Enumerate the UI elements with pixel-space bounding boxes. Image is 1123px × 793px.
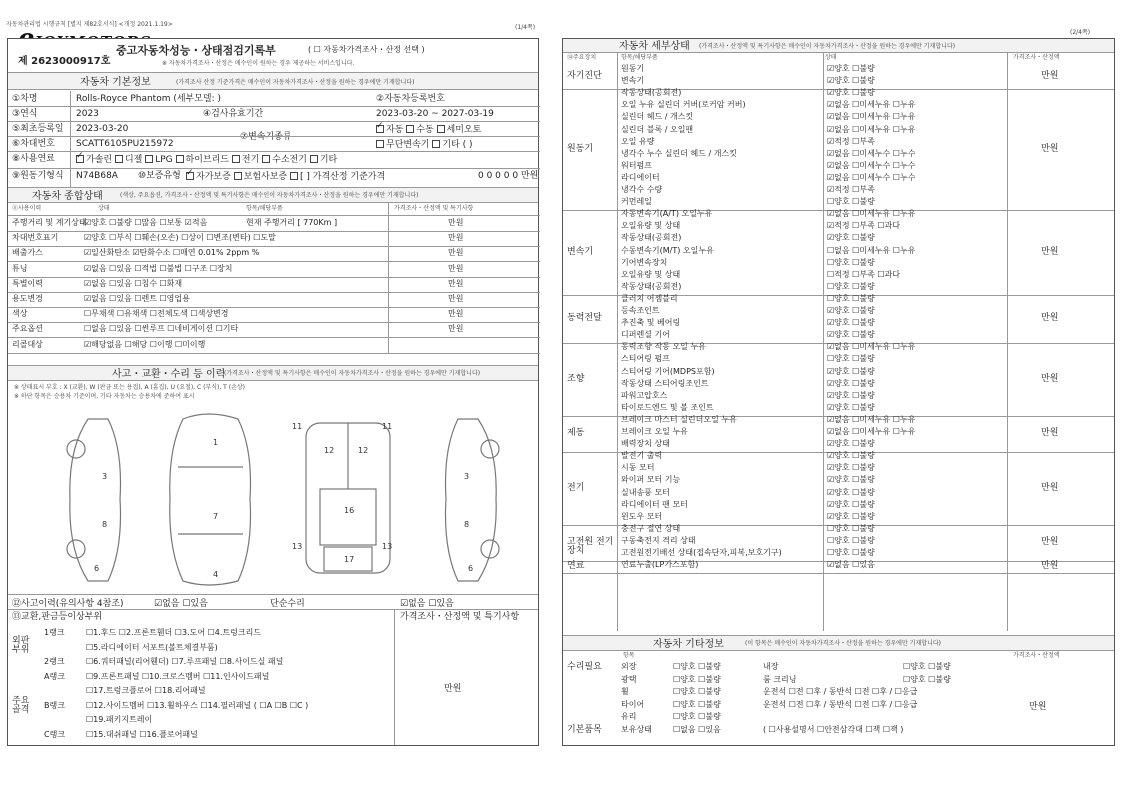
detail-state: ☑양호 ☐불량 — [827, 88, 875, 98]
detail-part: 냉각수 누수 실린더 헤드 / 개스킷 — [621, 148, 737, 158]
detail-state: ☑없음 ☐미세누수 ☐누수 — [827, 148, 916, 158]
overall-price: 만원 — [448, 309, 464, 319]
detail-part: 시동 모터 — [621, 463, 655, 473]
detail-state: ☑적정 ☐부족 — [827, 136, 875, 146]
svg-text:13: 13 — [382, 542, 393, 551]
device-group: 원동기 — [567, 143, 594, 154]
detail-state: ☐양호 ☐불량 — [827, 354, 875, 364]
rank-label: 2랭크 — [44, 657, 65, 666]
etc-group: 수리필요 — [567, 662, 602, 672]
etc-item2: ( ☐사용설명서 ☐안전삼각대 ☐잭 ☐잭 ) — [763, 724, 904, 734]
overall-price: 만원 — [448, 233, 464, 243]
group-line — [563, 573, 1114, 574]
overall-item: 배출가스 — [12, 248, 43, 258]
detail-state: ☑양호 ☐불량 — [827, 487, 875, 497]
right-page — [562, 38, 1115, 746]
overall-row-line — [8, 337, 540, 338]
detail-state: ☑적정 ☐부족 ☐과다 — [827, 221, 900, 231]
overall-state: ☑없음 ☐있음 ☐침수 ☐화재 — [84, 278, 183, 288]
detail-state: ☑양호 ☐불량 — [827, 475, 875, 485]
device-price: 만원 — [1041, 71, 1059, 82]
simple-repair-value: ☑없음 ☐있음 — [400, 599, 454, 609]
detail-state: ☐양호 ☐불량 — [827, 257, 875, 267]
outer-panel-label: 외판 부위 — [12, 636, 30, 655]
detail-state: ☐양호 ☐불량 — [827, 523, 875, 533]
overall-state: ☑해당없음 ☐해당 ☐이행 ☐미이행 — [84, 339, 206, 349]
basic-info-table: ①차명 Rolls-Royce Phantom (세부모델: ) ②자동차등록번호 ③연식 2023 ④검사유효기간 2023-03-20 ~ 2027-03-19 ⑤최초등록일 2023-03-20 ⑦변속기종류 ✓자동 수동 세미오토 ⑥차대번호 SCATT6105PU215972 무단변속기 기타 ( ) ⑧사용연료 ✓ 가솔린 디젤 LPG 하이브리드 전기 수소전기 기타 ⑨원동기형식 N74B68A ⑩보증유형 ✓ 자가보증 보험사보증 [ ] 가격산정 기준가격 0 0 0 0 0 만원 — [8, 91, 540, 187]
detail-state: ☑없음 ☐미세누수 ☐누수 — [827, 172, 916, 182]
page-number-right: (2/4쪽) — [1070, 29, 1091, 36]
device-group: 제동 — [567, 428, 585, 439]
svg-text:6: 6 — [468, 564, 474, 573]
service-note: ※ 자동차가격조사・산정은 매수인이 원하는 경우 제공하는 서비스입니다. — [162, 60, 355, 67]
overall-price: 만원 — [448, 324, 464, 334]
rank-label: B랭크 — [44, 700, 65, 710]
form-reference: 자동차관리법 시행규칙 [별지 제82호서식] <개정 2021.1.19> — [6, 21, 173, 28]
etc-state: ☐양호 ☐불량 — [673, 674, 721, 684]
overall-row-line — [8, 261, 540, 262]
rank-items: ☐5.라디에이터 서포트(볼트체결부품) — [86, 642, 218, 652]
detail-part: 오일 누유 실린더 커버(로커암 커버) — [621, 100, 746, 110]
legend-note: ※ 하단 항목은 승용차 기준이며, 기타 자동차는 승용차에 준하여 표시 — [14, 393, 195, 400]
device-price: 만원 — [1041, 313, 1059, 324]
detail-part: 타이로드엔드 및 볼 조인트 — [621, 402, 714, 412]
simple-repair-label: 단순수리 — [270, 599, 305, 609]
detail-part: 작동상태(공회전) — [621, 88, 682, 98]
detail-part: 구동축전지 격리 상태 — [621, 535, 696, 545]
document-number: 제 2623000917호 — [18, 56, 111, 67]
overall-state: ☑없음 ☐있음 ☐렌트 ☐영업용 — [84, 294, 190, 303]
detail-part: 브레이크 오일 누유 — [621, 427, 688, 436]
etc-header: 자동차 기타정보 (이 항목은 매수인이 자동차가격조사・산정을 원하는 경우에만 기재합니다) — [563, 635, 1114, 651]
detail-part: 추진축 및 베어링 — [621, 318, 681, 328]
svg-text:11: 11 — [292, 422, 303, 431]
overall-price: 만원 — [448, 248, 464, 258]
detail-part: 오일유량 및 상태 — [621, 221, 681, 231]
detail-part: 동력조향 작동 오일 누유 — [621, 342, 706, 352]
detail-state: ☑양호 ☐불량 — [827, 378, 875, 388]
device-group: 자기진단 — [567, 71, 602, 82]
detail-part: 실내송풍 모터 — [621, 487, 670, 497]
device-price: 만원 — [1041, 428, 1059, 439]
etc-group: 기본품목 — [567, 724, 602, 735]
detail-state: ☑없음 ☐미세누유 ☐누유 — [827, 209, 916, 219]
detail-state: ☑없음 ☐미세누유 ☐누유 — [827, 427, 916, 436]
detail-part: 디퍼렌셜 기어 — [621, 330, 670, 340]
rank-label: C랭크 — [44, 729, 66, 739]
svg-text:4: 4 — [213, 570, 219, 579]
device-price: 만원 — [1041, 561, 1059, 572]
detail-state: ☑양호 ☐불량 — [827, 306, 875, 315]
svg-text:3: 3 — [464, 472, 470, 481]
accident-history-value: ☑없음 ☐있음 — [154, 599, 208, 609]
rank-items: ☐6.쿼터패널(리어휀더) ☐7.루프패널 ☐8.사이드실 패널 — [86, 657, 284, 666]
overall-row-line — [8, 231, 540, 232]
overall-item: 특별이력 — [12, 278, 43, 288]
col-price: 가격조사・산정액 — [1013, 54, 1060, 61]
detail-state: ☑없음 ☐미세누유 ☐누유 — [827, 414, 916, 424]
detail-part: 윈도우 모터 — [621, 511, 663, 521]
detail-state: ☐양호 ☐불량 — [827, 281, 875, 291]
svg-text:8: 8 — [102, 520, 108, 529]
detail-state: ☑없음 ☐있음 — [827, 560, 875, 570]
etc-item: 보유상태 — [621, 724, 652, 734]
etc-item: 외장 — [621, 662, 637, 671]
device-price: 만원 — [1041, 536, 1059, 547]
etc-col-price: 가격조사・산정액 — [1013, 652, 1060, 659]
detail-state: ☑없음 ☐미세누유 ☐누유 — [827, 124, 916, 134]
accident-history-label: ⑫사고이력(유의사항 4참조) — [12, 599, 124, 609]
device-price: 만원 — [1041, 143, 1059, 154]
detail-part: 브레이크 마스터 실린더오일 누유 — [621, 414, 737, 424]
svg-text:3: 3 — [102, 472, 108, 481]
detail-part: 오일유량 및 상태 — [621, 269, 681, 279]
svg-text:6: 6 — [94, 564, 100, 573]
detail-part: 고전원전기배선 상태(접속단자,피복,보호기구) — [621, 548, 782, 557]
overall-state: ☑일산화탄소 ☑탄화수소 ☐매연 0.01% 2ppm % — [84, 248, 260, 258]
detail-state: ☐양호 ☐불량 — [827, 535, 875, 545]
svg-text:12: 12 — [358, 446, 369, 455]
svg-text:12: 12 — [324, 446, 335, 455]
overall-item: 튜닝 — [12, 263, 28, 273]
detail-part: 커먼레일 — [621, 197, 652, 207]
svg-text:13: 13 — [292, 542, 303, 551]
legend-symbols: ※ 상태표시 부호 : X (교환), W (판금 또는 용접), A (흠집), U (요철), C (부식), T (손상) — [14, 384, 246, 391]
detail-part: 실린더 헤드 / 개스킷 — [621, 112, 694, 122]
device-price: 만원 — [1041, 482, 1059, 493]
detail-part: 기어변속장치 — [621, 257, 668, 267]
detail-state: ☐양호 ☐불량 — [827, 548, 875, 557]
device-group: 동력전달 — [567, 313, 602, 324]
device-group: 고전원 전기장치 — [567, 536, 614, 556]
rank-items: ☐9.프론트패널 ☐10.크로스멤버 ☐11.인사이드패널 — [86, 671, 270, 681]
overall-state: ☑양호 ☐부식 ☐훼손(오손) ☐상이 ☐변조(변타) ☐도말 — [84, 233, 276, 243]
detail-part: 등속조인트 — [621, 306, 660, 315]
detail-part: 파워고압호스 — [621, 390, 668, 400]
etc-state2: ☐양호 ☐불량 — [903, 674, 951, 684]
detail-state: ☑양호 ☐불량 — [827, 402, 875, 412]
page-number-left: (1/4쪽) — [515, 24, 536, 31]
detail-part: 클러치 어셈블리 — [621, 293, 678, 303]
overall-header: 자동차 종합상태 (색상, 주요옵션, 가격조사・산정액 및 특기사항은 매수인이 자동차가격조사・산정을 원하는 경우에만 기재합니다) — [8, 187, 538, 203]
detail-part: 발전기 출력 — [621, 451, 663, 461]
detail-state: ☑양호 ☐불량 — [827, 64, 875, 73]
detail-state: ☐없음 ☐미세누유 ☐누유 — [827, 245, 916, 255]
overall-item: 주요옵션 — [12, 324, 43, 334]
col-part: 항목/해당부품 — [621, 54, 658, 61]
device-price: 만원 — [1041, 373, 1059, 384]
svg-text:11: 11 — [382, 422, 393, 431]
etc-item2: 운전석 ☐전 ☐후 / 동반석 ☐전 ☐후 / ☐응급 — [763, 699, 918, 709]
overall-detail: 현재 주행거리 [ 770Km ] — [246, 218, 338, 227]
svg-text:7: 7 — [213, 512, 219, 521]
overall-item: 주행거리 및 계기상태 — [12, 218, 87, 227]
detail-part: 작동상태(공회전) — [621, 281, 682, 291]
rank-label: A랭크 — [44, 671, 65, 681]
detail-state: ☑양호 ☐불량 — [827, 390, 875, 400]
overall-state: ☐무채색 ☐유채색 ☐전체도색 ☐색상변경 — [84, 309, 229, 319]
overall-price: 만원 — [448, 278, 464, 288]
detail-state: ☑양호 ☐불량 — [827, 318, 875, 328]
overall-price: 만원 — [448, 263, 464, 273]
rank-items: ☐12.사이드멤버 ☐13.휠하우스 ☐14.필러패널 ( ☐A ☐B ☐C ) — [86, 700, 309, 710]
device-group: 변속기 — [567, 246, 594, 257]
basic-info-header: 자동차 기본정보 (가격조사 산정 기준가격은 매수인이 자동차가격조사・산정을 원하는 경우에만 기재합니다) — [8, 72, 538, 90]
overall-state: ☐없음 ☐있음 ☐썬루프 ☐네비게이션 ☐기타 — [84, 324, 239, 334]
exchange-title: ⑬교환,판금등이상부위 — [12, 612, 103, 622]
detail-part: 스티어링 펌프 — [621, 354, 670, 364]
device-price: 만원 — [1041, 246, 1059, 257]
overall-state: ☑없음 ☐있음 ☐적법 ☐불법 ☐구조 ☐장치 — [84, 263, 233, 273]
detail-state: ☑없음 ☐미세누수 ☐누수 — [827, 160, 916, 170]
overall-row-line — [8, 292, 540, 293]
col-state: 상태 — [825, 54, 837, 61]
detail-part: 원동기 — [621, 64, 645, 73]
etc-item: 광택 — [621, 674, 637, 684]
main-frame-label: 주요 골격 — [12, 696, 30, 715]
rank-label: 1랭크 — [44, 628, 65, 637]
device-group: 전기 — [567, 482, 585, 493]
detail-state: ☑양호 ☐불량 — [827, 499, 875, 509]
overall-price: 만원 — [448, 218, 464, 227]
svg-text:17: 17 — [344, 555, 355, 564]
detail-part: 스티어링 기어(MDPS포함) — [621, 366, 715, 376]
rank-items: ☐1.후드 ☐2.프론트휀더 ☐3.도어 ☐4.트렁크리드 — [86, 628, 262, 637]
detail-part: 와이퍼 모터 기능 — [621, 475, 681, 485]
detail-state: ☑양호 ☐불량 — [827, 366, 875, 376]
etc-item2: 내장 — [763, 662, 779, 671]
detail-part: 변속기 — [621, 76, 645, 86]
svg-text:8: 8 — [464, 520, 470, 529]
detail-state: ☐양호 ☐불량 — [827, 293, 875, 303]
detail-part: 냉각수 수량 — [621, 185, 663, 194]
etc-state: ☐양호 ☐불량 — [673, 699, 721, 709]
etc-item2: 룸 크리닝 — [763, 674, 797, 684]
etc-price: 만원 — [1029, 702, 1047, 712]
rank-items: ☐17.트렁크플로어 ☐18.리어패널 — [86, 686, 206, 695]
accident-header: 사고・교환・수리 등 이력 (가격조사・산정액 및 특기사항은 매수인이 자동차가격조사・산정을 원하는 경우에만 기재합니다) — [8, 365, 538, 381]
form-title: 중고자동차성능・상태점검기록부 — [116, 44, 276, 57]
col-device: ⑭주요장치 — [567, 54, 597, 61]
exchange-price: 만원 — [444, 684, 462, 694]
etc-state: ☐양호 ☐불량 — [673, 687, 721, 696]
svg-text:16: 16 — [344, 506, 355, 515]
left-page — [7, 38, 539, 746]
detail-part: 라디에이터 — [621, 172, 660, 182]
overall-state: ☑양호 ☐불량 ☐많음 ☐보통 ☑적음 — [84, 218, 208, 227]
etc-state: ☐없음 ☐있음 — [673, 724, 721, 734]
detail-part: 작동상태(공회전) — [621, 233, 682, 243]
device-group: 조향 — [567, 373, 585, 384]
detail-part: 실린더 블록 / 오일팬 — [621, 124, 694, 134]
detail-part: 오일 유량 — [621, 136, 655, 146]
detail-part: 작동상태 스티어링조인트 — [621, 378, 709, 388]
detail-state: ☑없음 ☐미세누유 ☐누유 — [827, 100, 916, 110]
price-option: ( ☐ 자동차가격조사・산정 선택 ) — [308, 45, 425, 54]
detail-state: ☑양호 ☐불량 — [827, 76, 875, 86]
detail-state: ☑양호 ☐불량 — [827, 330, 875, 340]
detail-part: 워터펌프 — [621, 160, 652, 170]
detail-part: 수동변속기(M/T) 오일누유 — [621, 245, 714, 255]
detail-header: 자동차 세부상태 (가격조사・산정액 및 특기사항은 매수인이 자동차가격조사・산정을 원하는 경우에만 기재합니다) — [563, 39, 1114, 53]
etc-item: 유리 — [621, 712, 637, 721]
etc-state2: ☐양호 ☐불량 — [903, 662, 951, 671]
detail-part: 라디에이터 팬 모터 — [621, 499, 688, 509]
etc-item: 휠 — [621, 687, 629, 696]
etc-item: 타이어 — [621, 699, 645, 709]
vehicle-diagram — [48, 409, 528, 589]
device-group: 연료 — [567, 561, 585, 572]
overall-item: 차대번호표기 — [12, 233, 59, 243]
detail-state: ☑양호 ☐불량 — [827, 463, 875, 473]
etc-state: ☐양호 ☐불량 — [673, 662, 721, 671]
overall-row-line — [8, 307, 540, 308]
detail-state: ☐적정 ☐부족 ☐과다 — [827, 269, 900, 279]
exchange-note: 가격조사・산정액 및 특기사항 — [400, 612, 520, 622]
etc-item2: 운전석 ☐전 ☐후 / 동반석 ☐전 ☐후 / ☐응급 — [763, 687, 918, 696]
overall-price: 만원 — [448, 294, 464, 303]
overall-row-line — [8, 353, 540, 354]
detail-state: ☑양호 ☐불량 — [827, 233, 875, 243]
overall-row-line — [8, 277, 540, 278]
detail-state: ☑없음 ☐미세누유 ☐누유 — [827, 342, 916, 352]
overall-item: 색상 — [12, 309, 28, 319]
etc-state: ☐양호 ☐불량 — [673, 712, 721, 721]
rank-items: ☐19.패키지트레이 — [86, 715, 153, 724]
overall-table: ⑪사용이력 상태 항목/해당부품 가격조사・산정액 및 특기사항 주행거리 및 계기상태 ☑양호 ☐불량 ☐많음 ☐보통 ☑적음 현재 주행거리 [ 770Km ] 만원 차대번호표기 ☑양호 ☐부식 ☐훼손(오손) ☐상이 ☐변조(변타) ☐도말 만원 배출가스 ☑일산화탄소 ☑탄화수소 ☐매연 0.01% 2ppm % 만원 튜닝 ☑없음 ☐있음 ☐적법 ☐불법 ☐구조 ☐장치 만원 특별이력 ☑없음 ☐있음 ☐침수 ☐화재 만원 용도변경 ☑없음 ☐있음 ☐렌트 ☐영업용 만원 색상 ☐무채색 ☐유채색 ☐전체도색 ☐색상변경 만원 주요옵션 ☐없음 ☐있음 ☐썬루프 ☐네비게이션 ☐기타 만원 리콜대상 ☑해당없음 ☐해당 ☐이행 ☐미이행 — [8, 203, 540, 353]
detail-state: ☑없음 ☐미세누유 ☐누유 — [827, 112, 916, 122]
detail-state: ☐양호 ☐불량 — [827, 197, 875, 207]
detail-part: 연료누출(LP가스포함) — [621, 560, 699, 570]
detail-part: 충전구 절연 상태 — [621, 523, 681, 533]
detail-state: ☑적정 ☐부족 — [827, 185, 875, 194]
detail-state: ☑양호 ☐불량 — [827, 451, 875, 461]
detail-part: 배력장치 상태 — [621, 439, 670, 449]
detail-state: ☑양호 ☐불량 — [827, 511, 875, 521]
rank-items: ☐15.대쉬패널 ☐16.플로어패널 — [86, 729, 198, 739]
svg-text:1: 1 — [213, 438, 219, 447]
detail-state: ☑양호 ☐불량 — [827, 439, 875, 449]
overall-item: 용도변경 — [12, 294, 43, 303]
detail-part: 자동변속기(A/T) 오일누유 — [621, 209, 713, 219]
overall-item: 리콜대상 — [12, 339, 43, 349]
etc-col-item: 항목 — [623, 652, 635, 659]
